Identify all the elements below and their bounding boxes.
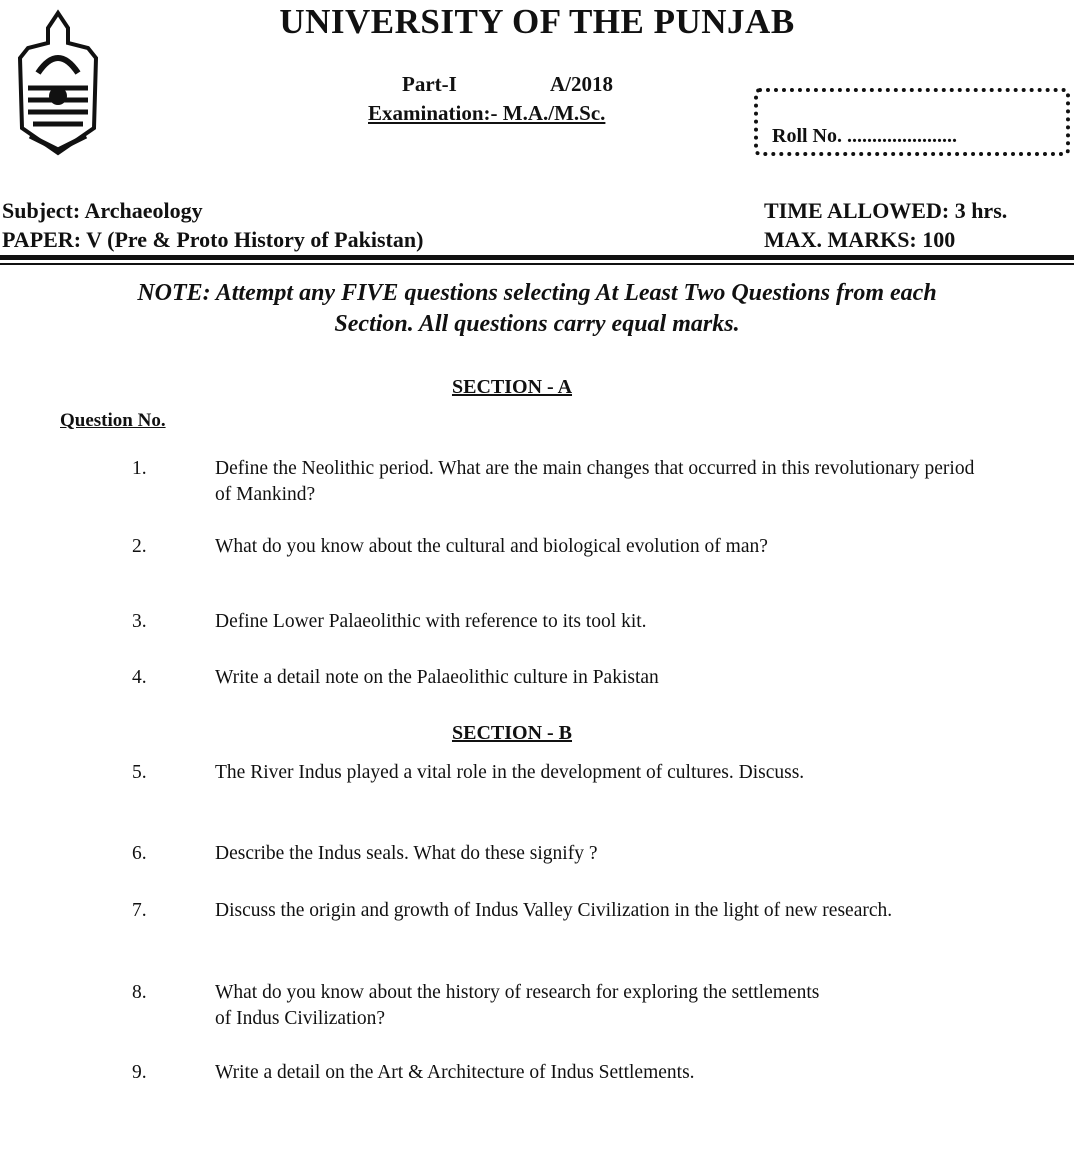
question-text: What do you know about the history of research for exploring the settlements of Indus Civilization? bbox=[215, 982, 820, 1029]
question-number: 5. bbox=[132, 762, 147, 783]
note-line-2: Section. All questions carry equal marks. bbox=[334, 311, 740, 337]
question-text: Write a detail note on the Palaeolithic culture in Pakistan bbox=[215, 667, 659, 688]
note-line-1: NOTE: Attempt any FIVE questions selecting At Least Two Questions from each bbox=[137, 280, 937, 306]
question-text: Describe the Indus seals. What do these signify ? bbox=[215, 843, 598, 864]
university-title: UNIVERSITY OF THE PUNJAB bbox=[279, 2, 795, 41]
question-text: Define Lower Palaeolithic with reference to its tool kit. bbox=[215, 611, 647, 632]
header-divider-thin bbox=[0, 263, 1074, 265]
section-a-heading: SECTION - A bbox=[451, 376, 573, 398]
max-marks: MAX. MARKS: 100 bbox=[764, 227, 956, 252]
question-number: 4. bbox=[132, 667, 147, 688]
roll-number-field: Roll No. ...................... bbox=[772, 125, 957, 147]
session-label: A/2018 bbox=[550, 72, 613, 96]
question-number: 1. bbox=[132, 458, 147, 479]
roll-number-box bbox=[754, 88, 1070, 156]
question-number: 3. bbox=[132, 611, 147, 632]
question-number: 6. bbox=[132, 843, 147, 864]
examination-label: Examination:- M.A./M.Sc. bbox=[368, 101, 606, 125]
question-text: Discuss the origin and growth of Indus Valley Civilization in the light of new research. bbox=[215, 900, 893, 921]
question-number: 2. bbox=[132, 536, 147, 557]
question-number: 9. bbox=[132, 1062, 147, 1083]
subject-label: Subject: Archaeology bbox=[2, 198, 203, 223]
question-no-label: Question No. bbox=[60, 410, 166, 431]
time-allowed: TIME ALLOWED: 3 hrs. bbox=[764, 198, 1008, 223]
question-text: Write a detail on the Art & Architecture of Indus Settlements. bbox=[215, 1062, 695, 1083]
header-divider bbox=[0, 255, 1074, 260]
part-label: Part-I bbox=[402, 72, 457, 96]
question-number: 8. bbox=[132, 982, 147, 1003]
section-b-heading: SECTION - B bbox=[451, 722, 573, 744]
question-text: Define the Neolithic period. What are the main changes that occurred in this revolutionary period of Mankind? bbox=[215, 458, 975, 505]
university-crest-logo bbox=[8, 8, 108, 158]
paper-label: PAPER: V (Pre & Proto History of Pakistan) bbox=[2, 227, 424, 252]
question-text: What do you know about the cultural and biological evolution of man? bbox=[215, 536, 768, 557]
question-text: The River Indus played a vital role in the development of cultures. Discuss. bbox=[215, 762, 805, 783]
question-number: 7. bbox=[132, 900, 147, 921]
